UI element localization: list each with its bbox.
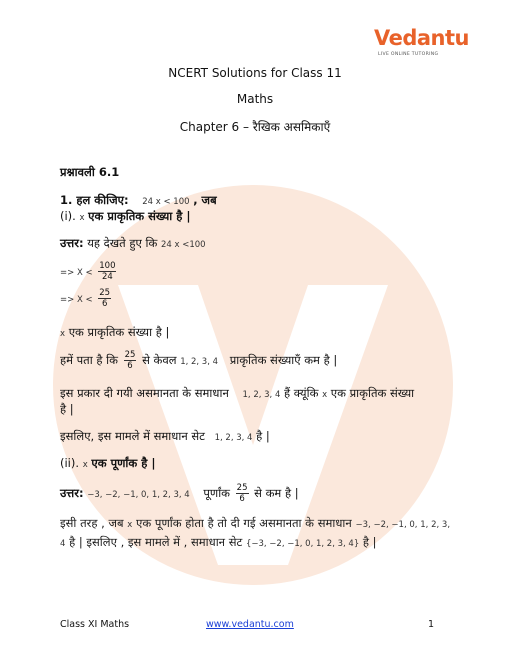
known-values: 1, 2, 3, 4	[180, 357, 219, 367]
logo-tagline: LIVE ONLINE TUTORING	[378, 52, 439, 57]
var-x: x	[79, 213, 85, 223]
natural-text: एक प्राकृतिक संख्या है |	[68, 325, 170, 339]
section-heading: प्रश्नावली 6.1	[60, 165, 120, 179]
para-1-line-1	[60, 386, 414, 401]
answer-2	[60, 483, 299, 504]
known-a: हमें पता है कि	[60, 353, 118, 367]
var-x: x	[82, 460, 88, 470]
para-2-set: {−3, −2, −1, 0, 1, 2, 3, 4}	[245, 539, 360, 549]
q1-ii-text: एक पूर्णांक है |	[91, 456, 156, 470]
step-1-denominator: 24	[101, 272, 113, 282]
step-2-prefix: => X <	[60, 295, 93, 305]
q1-i-label: (i).	[60, 209, 76, 223]
step-2	[60, 288, 113, 309]
vedantu-logo	[374, 26, 469, 60]
q1-ii-label: (ii).	[60, 456, 80, 470]
known-c: प्राकृतिक संख्याएँ कम है |	[229, 353, 338, 367]
para-1-b: हैं क्यूंकि	[284, 386, 319, 400]
answer-1-expression: 24 x <100	[160, 240, 206, 250]
para-1-a: इस प्रकार दी गयी असमानता के समाधान	[60, 386, 229, 400]
fraction-25-6-inline	[124, 350, 137, 371]
known-numerator: 25	[124, 350, 136, 360]
var-x: x	[60, 329, 66, 339]
answer-label: उत्तर:	[60, 236, 84, 250]
step-1-numerator: 100	[99, 261, 116, 271]
step-1-prefix: => X <	[60, 268, 93, 278]
chapter-title: Chapter 6 – रैखिक असमिकाएँ	[179, 120, 331, 134]
answer-2-numerator: 25	[236, 483, 248, 493]
footer-link[interactable]: www.vedantu.com	[206, 619, 294, 630]
doc-title: NCERT Solutions for Class 11	[168, 66, 342, 80]
para-1-values: 1, 2, 3, 4	[242, 390, 281, 400]
answer-2-text-2: से कम है |	[254, 486, 299, 500]
solution-values: 1, 2, 3, 4	[214, 433, 253, 443]
para-2-d: है |	[362, 535, 377, 549]
step-1	[60, 261, 118, 282]
fraction-100-24	[98, 261, 116, 282]
page-number: 1	[428, 619, 435, 630]
solution-a: इसलिए, इस मामले में समाधान सेट	[60, 429, 205, 443]
answer-1	[60, 236, 206, 251]
para-2-values: −3, −2, −1, 0, 1, 2, 3, 4	[60, 520, 451, 549]
answer-label-2: उत्तर:	[60, 486, 84, 500]
step-2-denominator: 6	[101, 299, 108, 309]
question-1-ii	[60, 456, 156, 471]
fraction-25-6-answer	[236, 483, 249, 504]
q1-prefix: 1. हल कीजिए:	[60, 193, 129, 207]
answer-1-text: यह देखते हुए कि	[87, 236, 158, 250]
var-x: x	[127, 520, 133, 530]
q1-expression: 24 x < 100	[142, 197, 190, 207]
logo-wordmark: Vedantu	[374, 26, 469, 50]
q1-i-text: एक प्राकृतिक संख्या है |	[88, 209, 191, 223]
step-2-numerator: 25	[99, 288, 111, 298]
answer-2-text: पूर्णांक	[203, 486, 231, 500]
footer-left: Class XI Maths	[60, 619, 130, 630]
fraction-25-6	[98, 288, 111, 309]
solution-b: है |	[256, 429, 270, 443]
para-2-a: इसी तरह , जब	[60, 516, 124, 530]
q1-when: , जब	[193, 193, 217, 207]
natural-line	[60, 325, 169, 340]
para-2-b: एक पूर्णांक होता है तो दी गई असमानता के समाधान	[136, 516, 352, 530]
known-b: से केवल	[142, 353, 177, 367]
answer-2-values: −3, −2, −1, 0, 1, 2, 3, 4	[87, 490, 190, 500]
para-2	[60, 515, 450, 553]
doc-subject: Maths	[236, 92, 274, 106]
question-1	[60, 193, 217, 208]
known-denominator: 6	[127, 361, 133, 371]
answer-2-denominator: 6	[239, 494, 245, 504]
var-x: x	[322, 390, 328, 400]
known-line	[60, 350, 337, 371]
solution-set-line	[60, 429, 270, 444]
para-2-c: है | इसलिए , इस मामले में , समाधान सेट	[69, 535, 243, 549]
question-1-i	[60, 209, 191, 224]
para-1-c: एक प्राकृतिक संख्या	[330, 386, 415, 400]
para-1-line-2: है |	[60, 402, 74, 416]
